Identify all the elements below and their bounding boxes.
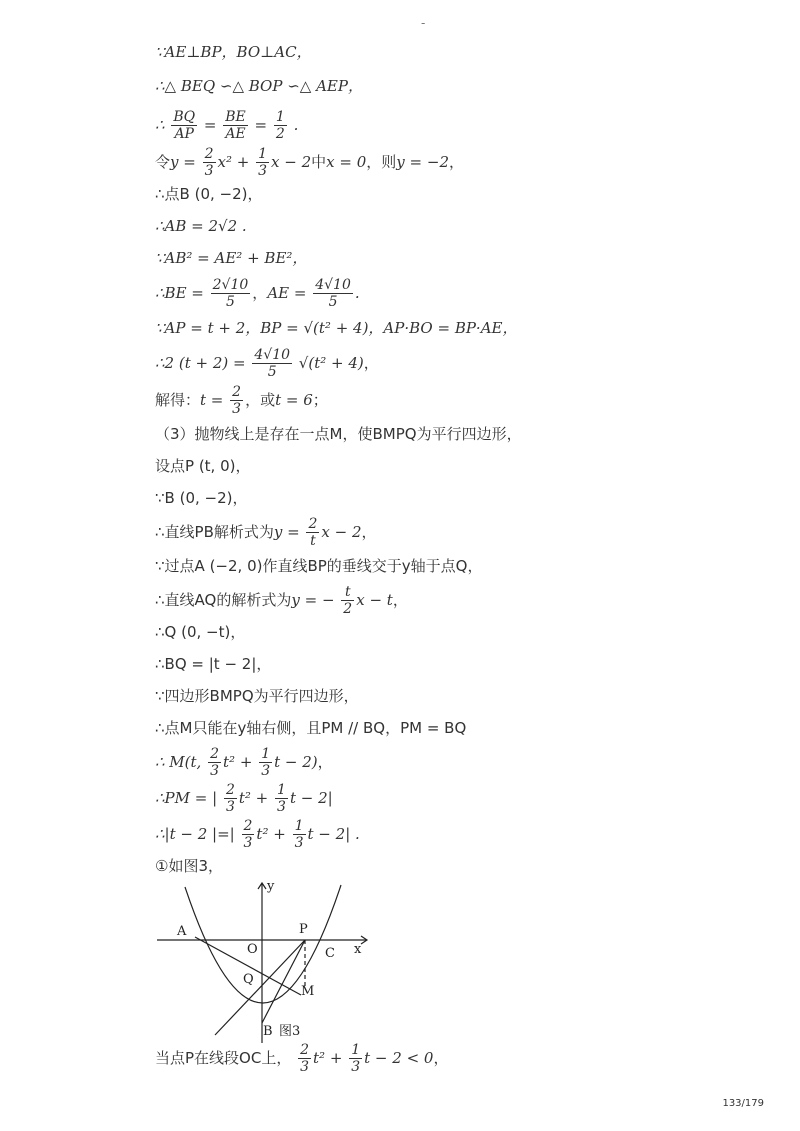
- text-line: 设点P (t, 0)，: [155, 457, 251, 475]
- text-line: ∴|t − 2 |=| $\frac{2}{3}$ t² + $\frac{1}{3}$ t − 2| .: [155, 818, 360, 851]
- label-q: Q: [243, 972, 254, 987]
- text-line: ∴Q (0, −t)，: [155, 623, 246, 641]
- text-line: ∵AP = t + 2，BP = √(t² + 4)，AP·BO = BP·AE，: [155, 319, 518, 337]
- label-y: y: [267, 879, 275, 894]
- text-line: ∴ $\frac{BQ}{AP}$ = $\frac{BE}{AE}$ = $\frac{1}{2}$ .: [155, 109, 299, 142]
- text-line: ∴PM = | $\frac{2}{3}$ t² + $\frac{1}{3}$ t − 2|: [155, 782, 333, 815]
- text-line: ∴直线PB解析式为y = $\frac{2}{t}$ x − 2，: [155, 516, 377, 549]
- text-line: ①如图3，: [155, 857, 223, 875]
- label-c: C: [325, 946, 335, 961]
- line-b-p: [262, 940, 305, 1023]
- label-b: B: [263, 1024, 273, 1039]
- text-line: ∵过点A (−2, 0)作直线BP的垂线交于y轴于点Q，: [155, 557, 483, 575]
- text-line: ∴点M只能在y轴右侧，且PM // BQ，PM = BQ: [155, 719, 467, 737]
- header-mark: -: [421, 16, 426, 30]
- text-line: ∵B (0, −2)，: [155, 489, 248, 507]
- text-line: ∵AB² = AE² + BE²，: [155, 249, 308, 267]
- label-m: M: [301, 984, 315, 999]
- text-line: 当点P在线段OC上， $\frac{2}{3}$ t² + $\frac{1}{3}$ t − 2 < 0，: [155, 1042, 449, 1075]
- text-line: 令y = $\frac{2}{3}$ x² + $\frac{1}{3}$ x − 2中x = 0，则y = −2，: [155, 146, 465, 179]
- figure-3-diagram: [155, 875, 370, 1045]
- text-line: ∴BQ = |t − 2|，: [155, 655, 272, 673]
- text-line: ∴BE = $\frac{2√10}{5}$ ，AE = $\frac{4√10}{5}$ .: [155, 277, 360, 310]
- label-p: P: [299, 922, 308, 937]
- text-line: ∴AB = 2√2 .: [155, 217, 247, 235]
- text-line: ∴△ BEQ ∽△ BOP ∽△ AEP，: [155, 77, 363, 95]
- label-x: x: [354, 942, 362, 957]
- text-line: ∵四边形BMPQ为平行四边形，: [155, 687, 359, 705]
- figure-caption: 图3: [279, 1024, 301, 1039]
- text-line: ∴2 (t + 2) = $\frac{4√10}{5}$ √(t² + 4)，: [155, 347, 379, 380]
- label-o: O: [247, 942, 258, 957]
- text-line: ∴点B (0, −2)，: [155, 185, 263, 203]
- geometry-diagram-svg: [155, 875, 370, 1045]
- text-line: ∴直线AQ的解析式为y = − $\frac{t}{2}$ x − t，: [155, 584, 408, 617]
- text-line: （3）抛物线上是存在一点M，使BMPQ为平行四边形，: [155, 425, 522, 443]
- label-a: A: [177, 924, 187, 939]
- text-line: ∴ M(t, $\frac{2}{3}$ t² + $\frac{1}{3}$ t − 2)，: [155, 746, 333, 779]
- text-line: ∵AE⊥BP，BO⊥AC，: [155, 43, 312, 61]
- page-number: 133/179: [722, 1098, 764, 1109]
- text-line: 解得：t = $\frac{2}{3}$ ，或t = 6；: [155, 384, 328, 417]
